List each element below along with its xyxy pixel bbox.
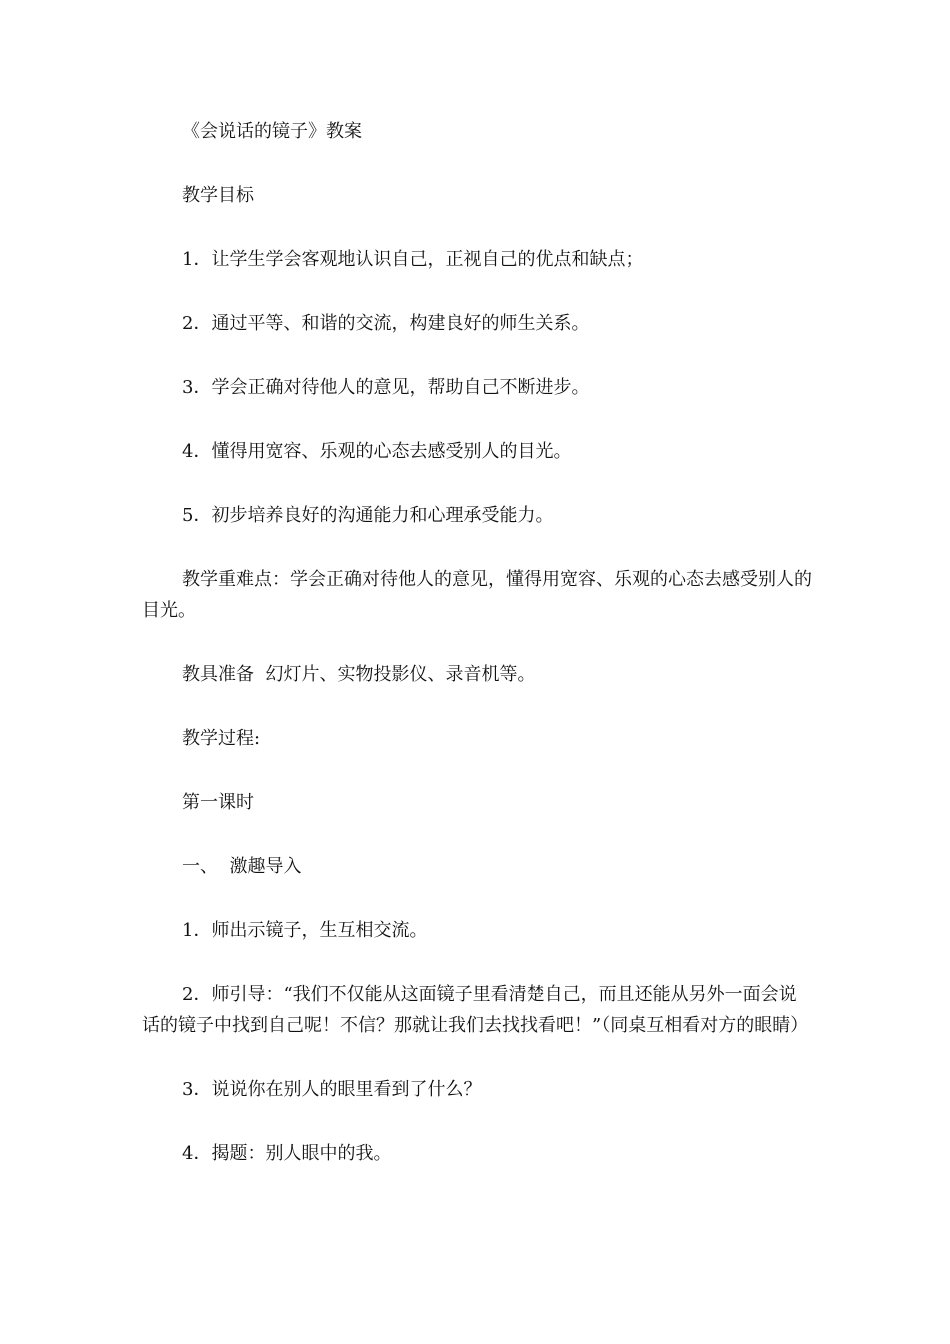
teaching-aids-paragraph: 教具准备 幻灯片、实物投影仪、录音机等。 — [182, 664, 536, 685]
document-body — [142, 116, 812, 1202]
objective-item-3: 3．学会正确对待他人的意见，帮助自己不断进步。 — [182, 377, 590, 398]
document-title: 《会说话的镜子》教案 — [182, 121, 362, 142]
objective-item-2: 2．通过平等、和谐的交流，构建良好的师生关系。 — [182, 313, 590, 334]
objective-item-4: 4．懂得用宽容、乐观的心态去感受别人的目光。 — [182, 441, 572, 462]
objective-item-5: 5．初步培养良好的沟通能力和心理承受能力。 — [182, 505, 554, 526]
objective-item-1: 1．让学生学会客观地认识自己，正视自己的优点和缺点； — [182, 249, 644, 270]
step-item-3: 3．说说你在别人的眼里看到了什么？ — [182, 1079, 482, 1100]
key-difficulties-paragraph: 教学重难点：学会正确对待他人的意见，懂得用宽容、乐观的心态去感受别人的目光。 — [142, 569, 812, 621]
step-heading-intro: 一、 激趣导入 — [182, 856, 302, 877]
section-heading-objectives: 教学目标 — [182, 185, 254, 206]
step-item-4: 4．揭题：别人眼中的我。 — [182, 1143, 392, 1164]
lesson-heading-first: 第一课时 — [182, 792, 254, 813]
section-heading-process: 教学过程: — [182, 728, 261, 749]
step-item-1: 1．师出示镜子，生互相交流。 — [182, 920, 428, 941]
step-item-2: 2．师引导：“我们不仅能从这面镜子里看清楚自己，而且还能从另外一面会说话的镜子中找到自己呢！不信？那就让我们去找找看吧！”（同桌互相看对方的眼睛） — [142, 984, 809, 1036]
